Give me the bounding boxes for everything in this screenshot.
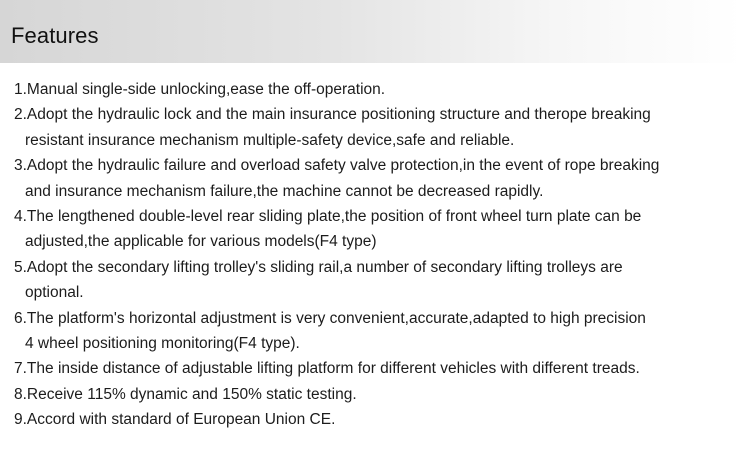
feature-line: 3.Adopt the hydraulic failure and overload safety valve protection,in the event of rope breaking [14,157,660,175]
feature-line: 2.Adopt the hydraulic lock and the main insurance positioning structure and therope breaking [14,106,651,124]
feature-item-2 [0,102,742,153]
feature-item-5 [0,255,742,306]
feature-line: 9.Accord with standard of European Union CE. [14,411,336,429]
feature-line: 8.Receive 115% dynamic and 150% static testing. [14,385,357,403]
header-band [0,0,742,63]
section-title: Features [11,23,99,48]
feature-line: 1.Manual single-side unlocking,ease the off-operation. [14,81,386,98]
feature-line: 6.The platform's horizontal adjustment is very convenient,accurate,adapted to high precision [14,309,646,327]
feature-item-7 [0,356,742,381]
feature-item-4 [0,204,742,255]
feature-item-8 [0,382,742,407]
feature-line-continuation: 4 wheel positioning monitoring(F4 type). [25,334,300,352]
feature-line-continuation: resistant insurance mechanism multiple-safety device,safe and reliable. [25,131,515,149]
feature-line: 4.The lengthened double-level rear sliding plate,the position of front wheel turn plate can be [14,207,642,225]
feature-line-continuation: adjusted,the applicable for various models(F4 type) [25,233,377,251]
feature-line-continuation: optional. [25,284,84,302]
feature-item-6 [0,306,742,357]
feature-line-continuation: and insurance mechanism failure,the machine cannot be decreased rapidly. [25,182,544,200]
feature-line: 5.Adopt the secondary lifting trolley's sliding rail,a number of secondary lifting trolleys are [14,258,623,276]
feature-item-1 [0,77,742,102]
feature-item-9 [0,407,742,432]
feature-line: 7.The inside distance of adjustable lifting platform for different vehicles with different treads. [14,360,640,378]
features-list [0,77,742,432]
feature-item-3 [0,153,742,204]
